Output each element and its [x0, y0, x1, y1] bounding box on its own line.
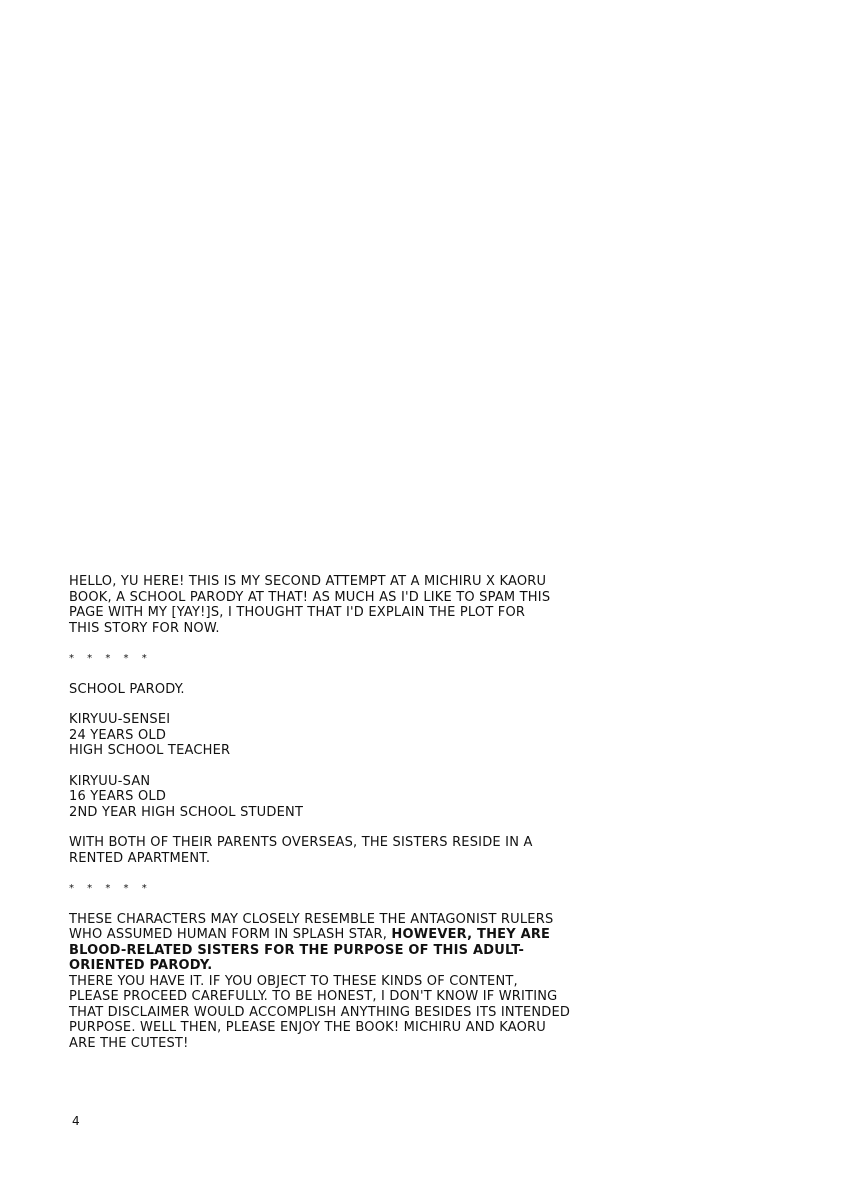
spacer: [69, 636, 629, 651]
disclaimer-text: THESE CHARACTERS MAY CLOSELY RESEMBLE THE ANTAGONIST RULERS WHO ASSUMED HUMAN FORM IN SPLASH STAR,: [69, 911, 554, 942]
spacer: [69, 897, 629, 912]
separator-stars: * * * * *: [69, 883, 152, 894]
school-parody-heading: SCHOOL PARODY.: [69, 681, 185, 697]
separator-stars: * * * * *: [69, 653, 152, 664]
spacer: [69, 759, 629, 774]
teacher-profile: KIRYUU-SENSEI 24 YEARS OLD HIGH SCHOOL TEACHER: [69, 712, 231, 758]
intro-paragraph: HELLO, YU HERE! THIS IS MY SECOND ATTEMPT AT A MICHIRU X KAORU BOOK, A SCHOOL PARODY AT THAT! AS MUCH AS I'D LIKE TO SPAM THIS PAGE WITH MY [YAY!]S, I THOUGHT THAT I'D EXPLAIN THE PLOT FOR THIS STORY FOR NOW.: [69, 574, 551, 636]
spacer: [69, 697, 629, 712]
spacer: [69, 820, 629, 835]
living-situation: WITH BOTH OF THEIR PARENTS OVERSEAS, THE SISTERS RESIDE IN A RENTED APARTMENT.: [69, 835, 533, 866]
student-profile: KIRYUU-SAN 16 YEARS OLD 2ND YEAR HIGH SCHOOL STUDENT: [69, 773, 304, 820]
closing-paragraph: THERE YOU HAVE IT. IF YOU OBJECT TO THESE KINDS OF CONTENT, PLEASE PROCEED CAREFULLY. TO BE HONEST, I DON'T KNOW IF WRITING THAT DISCLAIMER WOULD ACCOMPLISH ANYTHING BESIDES ITS INTENDED PURPOSE. WELL THEN, PLEASE ENJOY THE BOOK! MICHIRU AND KAORU ARE THE CUTEST!: [69, 973, 571, 1051]
page-number: 4: [72, 1114, 80, 1128]
disclaimer-paragraph: [69, 912, 629, 974]
spacer: [69, 866, 629, 881]
disclaimer-bold-text: HOWEVER, THEY ARE BLOOD-RELATED SISTERS FOR THE PURPOSE OF THIS ADULT- ORIENTED PARODY.: [69, 927, 551, 973]
afterword-text: [69, 574, 629, 1051]
spacer: [69, 667, 629, 682]
